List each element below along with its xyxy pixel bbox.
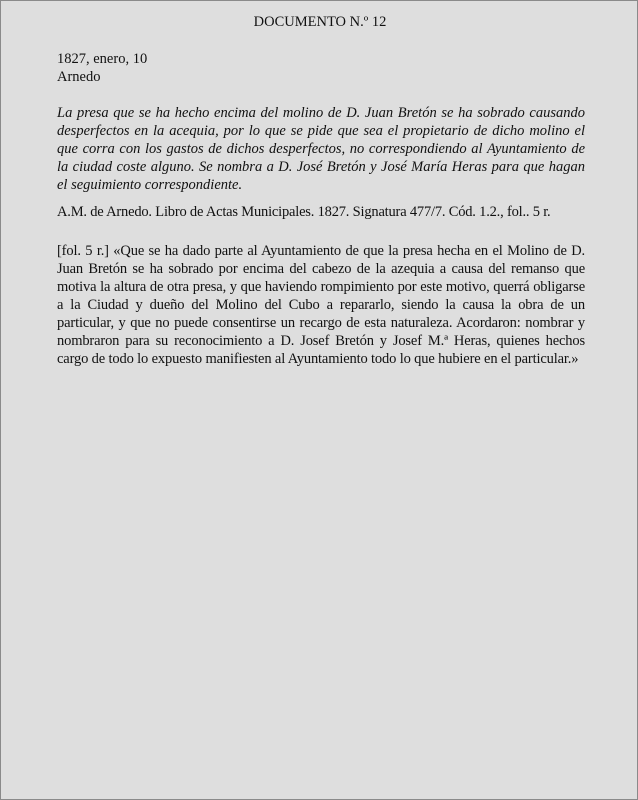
document-place: Arnedo [57,69,101,85]
transcription-text: [fol. 5 r.] «Que se ha dado parte al Ayuntamiento de que la presa hecha en el Molino de D. Juan Bretón se ha sobrado por encima del cabezo de la azequia a causa del remanso que motiva la altura de otra presa, y que haviendo rompimiento por este motivo, querrá obligarse a la Ciudad y dueño del Molino del Cubo a repararlo, siendo la causa la obra de un particular, y que no puede consentirse un recargo de esta naturaleza. Acordaron: nombrar y nombraron para su reconocimiento a D. Josef Bretón y Josef M.ª Heras, quienes hechos cargo de todo lo expuesto manifiesten al Ayuntamiento todo lo que hubiere en el particular.» [57,243,585,367]
archival-source: A.M. de Arnedo. Libro de Actas Municipales. 1827. Signatura 477/7. Cód. 1.2., fol.. 5 r. [57,204,551,220]
document-title: DOCUMENTO N.º 12 [253,14,387,30]
document-date: 1827, enero, 10 [57,51,148,67]
document-summary: La presa que se ha hecho encima del molino de D. Juan Bretón se ha sobrado causando desperfectos en la acequia, por lo que se pide que sea el propietario de dicho molino el que corra con los gastos de dichos desperfectos, no correspondiendo al Ayuntamiento de la ciudad coste alguno. Se nombra a D. José Bretón y José María Heras para que hagan el seguimiento correspondiente. [57,105,585,193]
